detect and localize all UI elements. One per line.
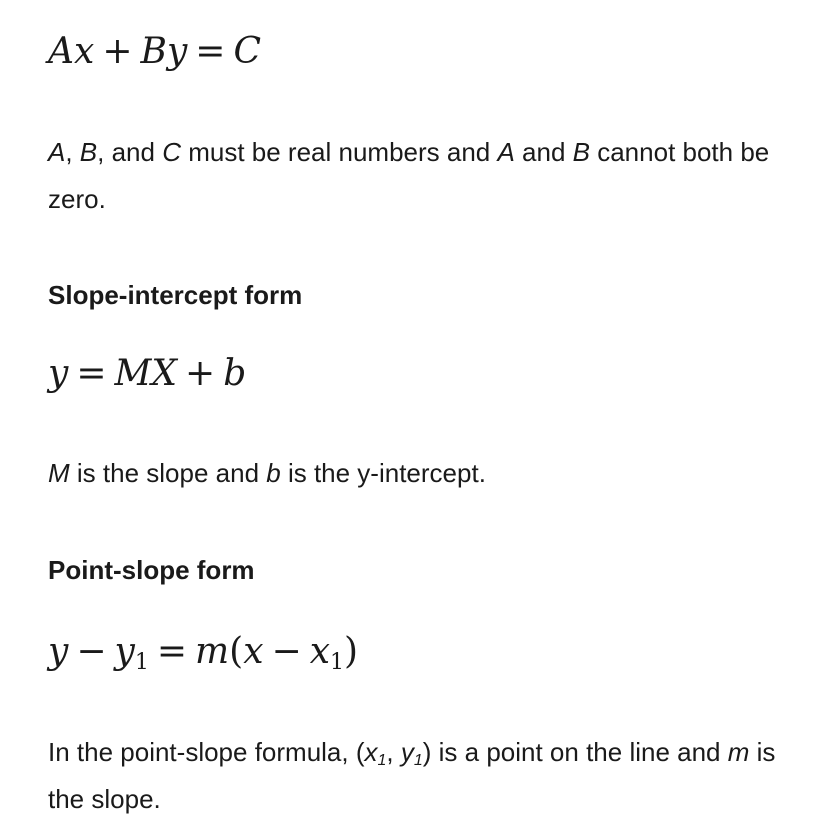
eq-equals: =	[195, 31, 226, 72]
note-var-a: A	[497, 137, 515, 167]
note-var-b: B	[572, 137, 590, 167]
eq-var-b: B	[140, 31, 167, 72]
eq-var-m: m	[195, 631, 230, 672]
eq-plus: +	[185, 353, 216, 394]
eq-var-y: y	[166, 31, 188, 72]
note-sep: ,	[65, 137, 80, 167]
eq-plus: +	[102, 31, 133, 72]
eq-paren-open: (	[229, 631, 244, 672]
note-text: ) is a point on the line and	[422, 737, 728, 767]
point-slope-equation	[48, 631, 359, 675]
standard-form-equation	[48, 31, 262, 72]
point-slope-note	[48, 729, 788, 823]
note-text: In the point-slope formula, (	[48, 737, 365, 767]
eq-var-x: X	[151, 353, 178, 394]
eq-equals: =	[76, 353, 107, 394]
note-var-b: B	[79, 137, 98, 167]
note-text: is the slope and	[69, 458, 267, 488]
note-subscript: 1	[413, 752, 423, 769]
note-text: and	[514, 137, 573, 167]
eq-var-a: A	[48, 31, 74, 72]
note-var-x: x	[364, 737, 378, 767]
note-var-a: A	[48, 137, 66, 167]
eq-var-m: M	[114, 353, 152, 394]
note-sep: ,	[386, 737, 401, 767]
eq-var-x1: x	[309, 631, 331, 672]
slope-intercept-equation	[48, 353, 247, 394]
eq-var-y: y	[48, 631, 69, 672]
slope-intercept-note	[48, 450, 788, 497]
eq-var-b: b	[223, 353, 247, 394]
note-var-m: m	[727, 737, 750, 767]
eq-var-y1: y	[114, 631, 135, 672]
note-var-c: C	[162, 137, 181, 167]
note-var-m: M	[48, 458, 70, 488]
eq-var-y: y	[48, 353, 69, 394]
eq-paren-close: )	[344, 631, 359, 672]
eq-var-c: C	[233, 31, 262, 72]
eq-minus: −	[76, 631, 107, 672]
slope-intercept-heading: Slope-intercept form	[48, 280, 303, 310]
note-text: cannot both be zero.	[48, 137, 770, 214]
standard-form-note	[48, 129, 788, 223]
note-text: must be real numbers and	[180, 137, 498, 167]
eq-subscript: 1	[330, 650, 345, 675]
note-var-y: y	[400, 737, 414, 767]
point-slope-heading: Point-slope form	[48, 555, 255, 585]
note-subscript: 1	[377, 752, 387, 769]
eq-subscript: 1	[134, 650, 149, 675]
note-text: is the slope.	[48, 737, 776, 814]
note-text: is the y-intercept.	[280, 458, 486, 488]
eq-minus: −	[271, 631, 302, 672]
eq-equals: =	[156, 631, 188, 672]
note-var-b: b	[266, 458, 281, 488]
eq-var-x: x	[74, 31, 95, 72]
note-sep: , and	[97, 137, 163, 167]
eq-var-x: x	[243, 631, 264, 672]
